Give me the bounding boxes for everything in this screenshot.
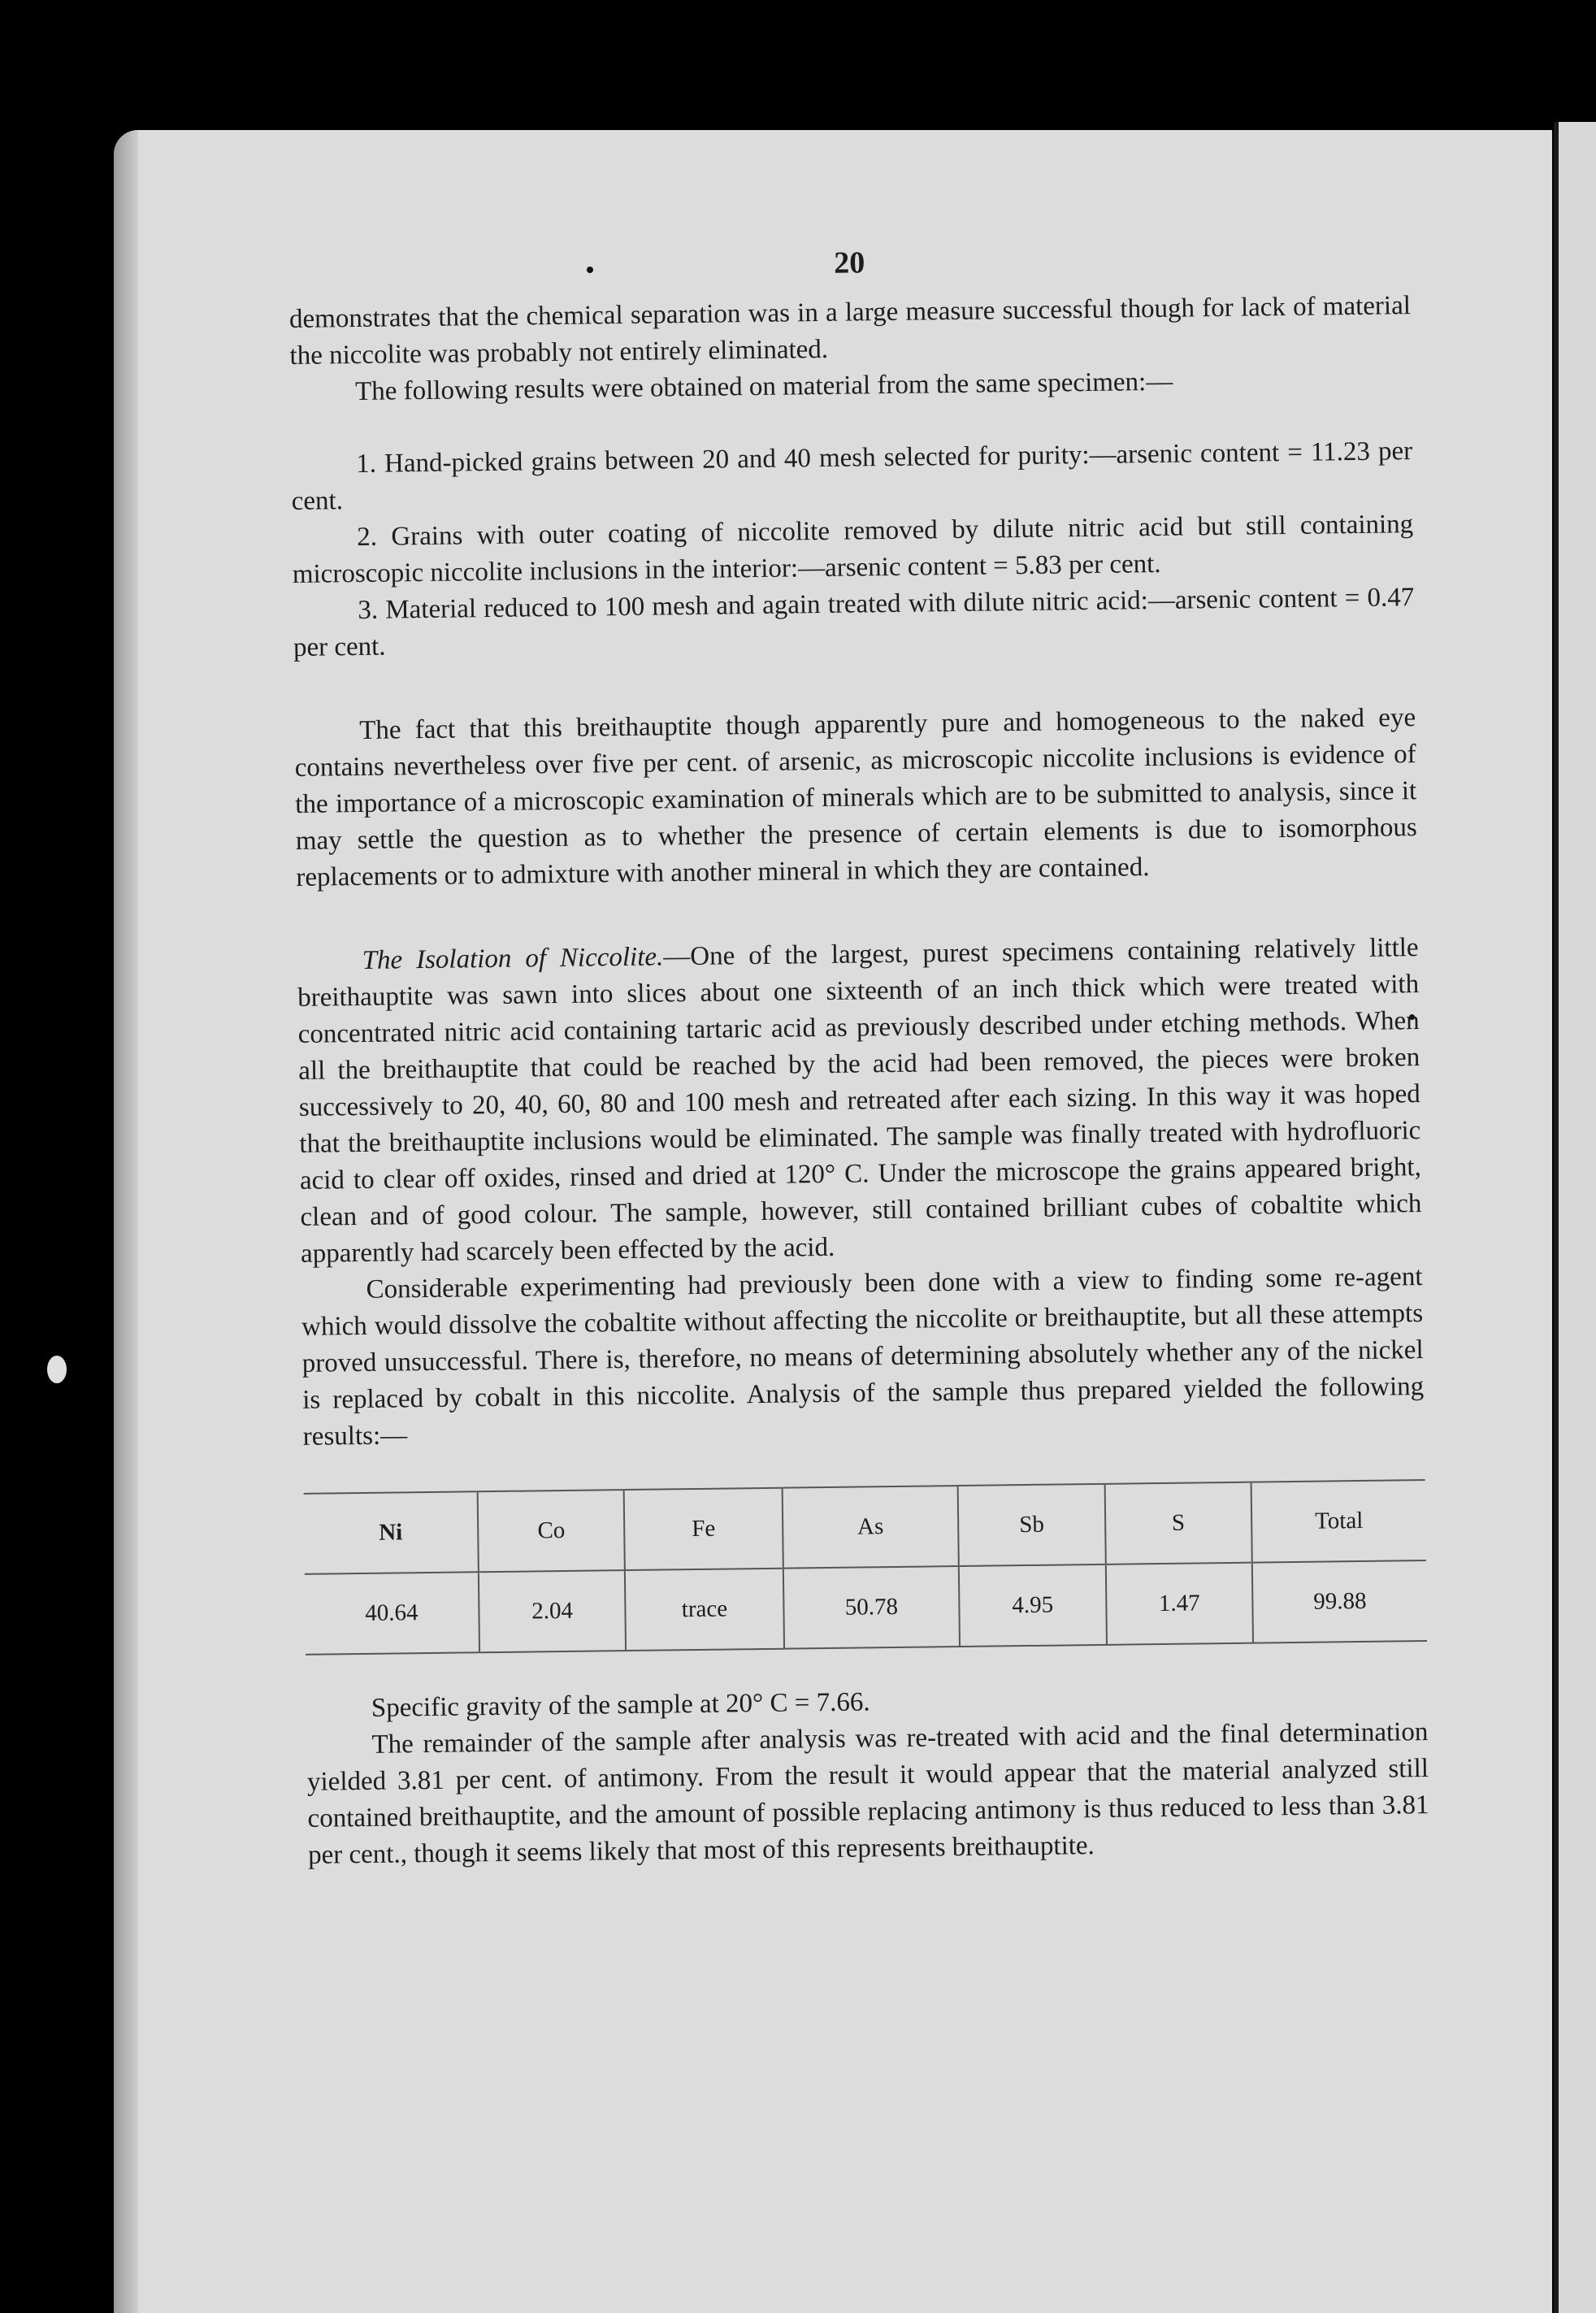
col-s: S <box>1104 1482 1252 1564</box>
adjacent-page-strip <box>1554 122 1596 2313</box>
section-heading: The Isolation of Niccolite. <box>362 942 664 975</box>
list-item-2: 2. Grains with outer coating of niccolite removed by dilute nitric acid but still containing microscopic niccolite inclusions in the interior:—arsenic content = 5.83 per cent. <box>292 510 1414 589</box>
col-sb: Sb <box>958 1484 1106 1566</box>
adjacent-page-edge <box>1554 122 1559 2313</box>
table-header-row <box>304 1480 1426 1574</box>
page-left-edge <box>114 130 138 2313</box>
paragraph-experimenting: Considerable experimenting had previously been done with a view to finding some re-agent which would dissolve the cobaltite without affecting the niccolite or breithauptite, but all these attempts proved unsuccessful. There is, therefore, no means of determining absolutely whether any of the nickel is replaced by cobalt in this niccolite. Analysis of the sample thus prepared yielded the following results:— <box>301 1262 1425 1452</box>
cell-sb: 4.95 <box>959 1564 1107 1647</box>
section-body: —One of the largest, purest specimens containing relatively little breithauptite was sawn into slices about one sixteenth of an inch thick which were treated with concentrated nitric acid containing tartaric acid as previously described under etching methods. When all the breithauptite that could be reached by the acid had been removed, the pieces were broken successively to 20, 40, 60, 80 and 100 mesh and retreated after each sizing. In this way it was hoped that the breithauptite inclusions would be eliminated. The sample was finally treated with hydrofluoric acid to clear off oxides, rinsed and dried at 120° C. Under the microscope the grains appeared bright, clean and of good colour. The sample, however, still contained brilliant cubes of cobaltite which apparently had scarcely been effected by the acid. <box>297 933 1422 1269</box>
list-item-3: 3. Material reduced to 100 mesh and again treated with dilute nitric acid:—arsenic content = 0.47 per cent. <box>293 583 1415 662</box>
page-number: 20 <box>833 245 865 280</box>
col-co: Co <box>478 1490 626 1572</box>
cell-ni: 40.64 <box>365 1599 419 1626</box>
col-ni: Ni <box>379 1519 403 1546</box>
paragraph-results-intro: The following results were obtained on material from the same specimen:— <box>354 367 1173 407</box>
cell-as: 50.78 <box>783 1566 961 1649</box>
scan-speck <box>1533 642 1539 649</box>
cell-s: 1.47 <box>1105 1563 1253 1645</box>
col-as: As <box>782 1486 959 1569</box>
cell-co: 2.04 <box>479 1570 627 1652</box>
col-total: Total <box>1251 1480 1426 1563</box>
table-row <box>305 1560 1427 1655</box>
analysis-table <box>304 1479 1427 1656</box>
paragraph-continuation: demonstrates that the chemical separation was in a large measure successful though for lack of material the niccolite was probably not entirely eliminated. <box>288 291 1412 371</box>
paragraph-isolation-of-niccolite <box>297 930 1422 1273</box>
col-fe: Fe <box>624 1488 783 1570</box>
binding-hole <box>47 1356 67 1383</box>
paragraph-antimony: The remainder of the sample after analysis was re-treated with acid and the final determination yielded 3.81 per cent. of antimony. From the result it would appear that the material analyzed still contained breithauptite, and the amount of possible replacing antimony is thus reduced to less than 3.81 per cent., though it seems likely that most of this represents breithauptite. <box>306 1717 1429 1870</box>
paragraph-specific-gravity: Specific gravity of the sample at 20° C = 7.66. <box>371 1687 870 1723</box>
page-content <box>288 238 1429 1874</box>
cell-total: 99.88 <box>1252 1560 1427 1643</box>
cell-fe: trace <box>625 1569 784 1651</box>
list-item-1: 1. Hand-picked grains between 20 and 40 mesh selected for purity:—arsenic content = 11.23 per cent. <box>291 436 1413 516</box>
paragraph-microscopic-examination: The fact that this breithauptite though apparently pure and homogeneous to the naked eye contains nevertheless over five per cent. of arsenic, as microscopic niccolite inclusions is evidence of the importance of a microscopic examination of minerals which are to be submitted to analysis, since it may settle the question as to whether the presence of certain elements is due to isomorphous replacements or to admixture with another mineral in which they are contained. <box>294 703 1417 892</box>
